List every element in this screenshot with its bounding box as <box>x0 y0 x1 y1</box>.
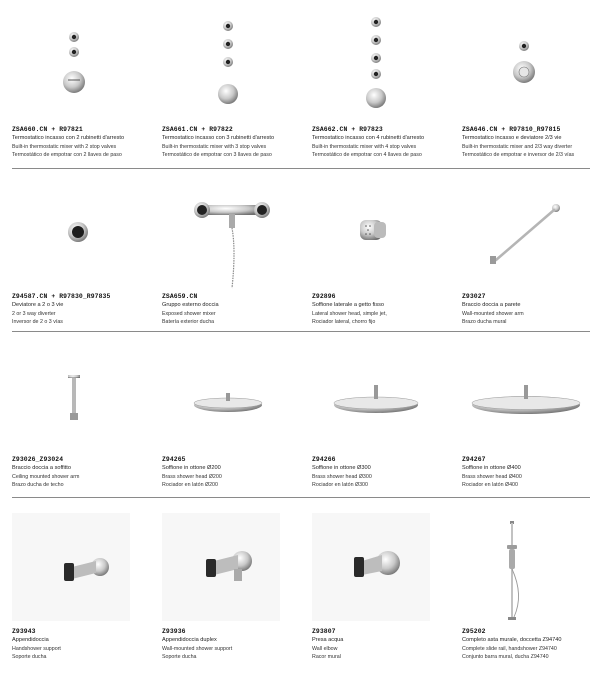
description-en: Lateral shower head, simple jet, <box>312 310 387 317</box>
concealed-mixer-4-valves-icon <box>312 0 460 120</box>
description-es: Termostático de empotrar con 4 llaves de paso <box>312 151 422 158</box>
product-code: Z93936 <box>162 628 186 635</box>
product-code: Z94267 <box>462 456 486 463</box>
product-card-z94265[interactable] <box>162 335 310 495</box>
description-en: Brass shower head Ø300 <box>312 473 372 480</box>
description-it: Gruppo esterno doccia <box>162 302 219 308</box>
concealed-mixer-2-valves-icon <box>12 0 160 120</box>
product-card-zsa660[interactable] <box>12 0 160 165</box>
product-code: Z94587.CN + R97830_R97835 <box>12 293 111 300</box>
product-card-z95202[interactable] <box>462 505 610 675</box>
product-code: Z93026_Z93024 <box>12 456 64 463</box>
slide-rail-set-icon <box>462 505 610 625</box>
row-divider <box>12 168 590 169</box>
description-es: Termostático de empotrar e inversor de 2/3 vías <box>462 151 575 158</box>
product-card-z93026[interactable] <box>12 335 160 495</box>
wall-shower-arm-icon <box>462 170 610 290</box>
product-code: Z92896 <box>312 293 336 300</box>
product-row-2 <box>0 170 614 335</box>
description-it: Termostatico incasso e deviatore 2/3 vie <box>462 135 562 141</box>
product-card-z92896[interactable] <box>312 170 460 335</box>
description-en: Built-in thermostatic mixer with 2 stop valves <box>12 143 117 150</box>
description-en: Built-in thermostatic mixer with 4 stop valves <box>312 143 417 150</box>
product-code: ZSA646.CN + R97810_R97815 <box>462 126 561 133</box>
product-card-zsa661[interactable] <box>162 0 310 165</box>
description-en: Ceiling mounted shower arm <box>12 473 80 480</box>
description-it: Braccio doccia a parete <box>462 302 521 308</box>
product-code: Z93807 <box>312 628 336 635</box>
product-code: ZSA662.CN + R97823 <box>312 126 383 133</box>
description-it: Termostatico incasso con 3 rubinetti d'arresto <box>162 135 275 141</box>
description-es: Conjunto barra mural, ducha Z94740 <box>462 653 549 660</box>
shower-head-200-icon <box>162 335 310 455</box>
description-it: Braccio doccia a soffitto <box>12 465 71 471</box>
row-divider <box>12 331 590 332</box>
description-it: Soffione in ottone Ø300 <box>312 465 371 471</box>
description-en: Exposed shower mixer <box>162 310 216 317</box>
product-row-4 <box>0 505 614 679</box>
description-it: Termostatico incasso con 4 rubinetti d'arresto <box>312 135 425 141</box>
wall-elbow-icon <box>312 505 460 625</box>
description-es: Termostático de empotrar con 2 llaves de paso <box>12 151 122 158</box>
description-es: Racor mural <box>312 653 341 660</box>
handshower-support-icon <box>12 505 160 625</box>
description-es: Soporte ducha <box>12 653 47 660</box>
product-card-z93027[interactable] <box>462 170 610 335</box>
description-es: Rociador lateral, chorro fijo <box>312 318 376 325</box>
description-it: Soffione in ottone Ø200 <box>162 465 221 471</box>
description-it: Deviatore a 2 o 3 vie <box>12 302 64 308</box>
product-card-z94267[interactable] <box>462 335 610 495</box>
description-en: Wall elbow <box>312 645 338 652</box>
description-en: 2 or 3 way diverter <box>12 310 56 317</box>
description-it: Appendidoccia <box>12 637 49 643</box>
product-code: ZSA661.CN + R97822 <box>162 126 233 133</box>
description-it: Soffione laterale a getto fisso <box>312 302 385 308</box>
description-en: Wall-mounted shower support <box>162 645 233 652</box>
description-en: Complete slide rail, handshower Z94740 <box>462 645 557 652</box>
description-es: Rociador en latón Ø300 <box>312 481 368 488</box>
description-it: Termostatico incasso con 2 rubinetti d'arresto <box>12 135 125 141</box>
product-card-zsa662[interactable] <box>312 0 460 165</box>
product-code: Z94266 <box>312 456 336 463</box>
product-card-z93807[interactable] <box>312 505 460 675</box>
description-en: Wall-mounted shower arm <box>462 310 524 317</box>
product-code: ZSA659.CN <box>162 293 198 300</box>
description-it: Soffione in ottone Ø400 <box>462 465 521 471</box>
description-es: Batería exterior ducha <box>162 318 215 325</box>
product-card-z94266[interactable] <box>312 335 460 495</box>
description-it: Presa acqua <box>312 637 344 643</box>
description-es: Soporte ducha <box>162 653 197 660</box>
description-en: Built-in thermostatic mixer and 2/3 way diverter <box>462 143 573 150</box>
product-code: Z94265 <box>162 456 186 463</box>
description-es: Brazo ducha mural <box>462 318 507 325</box>
exposed-shower-mixer-icon <box>162 170 310 290</box>
product-code: Z93027 <box>462 293 486 300</box>
description-es: Rociador en latón Ø200 <box>162 481 218 488</box>
product-code: Z93943 <box>12 628 36 635</box>
description-en: Handshower support <box>12 645 61 652</box>
ceiling-shower-arm-icon <box>12 335 160 455</box>
lateral-shower-head-icon <box>312 170 460 290</box>
shower-head-300-icon <box>312 335 460 455</box>
description-en: Brass shower head Ø400 <box>462 473 522 480</box>
product-card-z93936[interactable] <box>162 505 310 675</box>
description-es: Termostático de empotrar con 3 llaves de paso <box>162 151 272 158</box>
diverter-knob-icon <box>12 170 160 290</box>
row-divider <box>12 497 590 498</box>
concealed-mixer-3-valves-icon <box>162 0 310 120</box>
duplex-shower-support-icon <box>162 505 310 625</box>
description-es: Brazo ducha de techo <box>12 481 64 488</box>
product-code: ZSA660.CN + R97821 <box>12 126 83 133</box>
product-row-3 <box>0 335 614 495</box>
product-card-z94587[interactable] <box>12 170 160 335</box>
product-card-z93943[interactable] <box>12 505 160 675</box>
description-es: Rociador en latón Ø400 <box>462 481 518 488</box>
description-en: Brass shower head Ø200 <box>162 473 222 480</box>
description-it: Appendidoccia duplex <box>162 637 217 643</box>
description-en: Built-in thermostatic mixer with 3 stop valves <box>162 143 267 150</box>
concealed-mixer-diverter-icon <box>462 0 610 120</box>
description-es: Inversor de 2 o 3 vías <box>12 318 63 325</box>
product-code: Z95202 <box>462 628 486 635</box>
product-card-zsa646[interactable] <box>462 0 610 165</box>
description-it: Completo asta murale, doccetta Z94740 <box>462 637 562 643</box>
product-row-1 <box>0 0 614 165</box>
shower-head-400-icon <box>462 335 610 455</box>
product-card-zsa659[interactable] <box>162 170 310 335</box>
